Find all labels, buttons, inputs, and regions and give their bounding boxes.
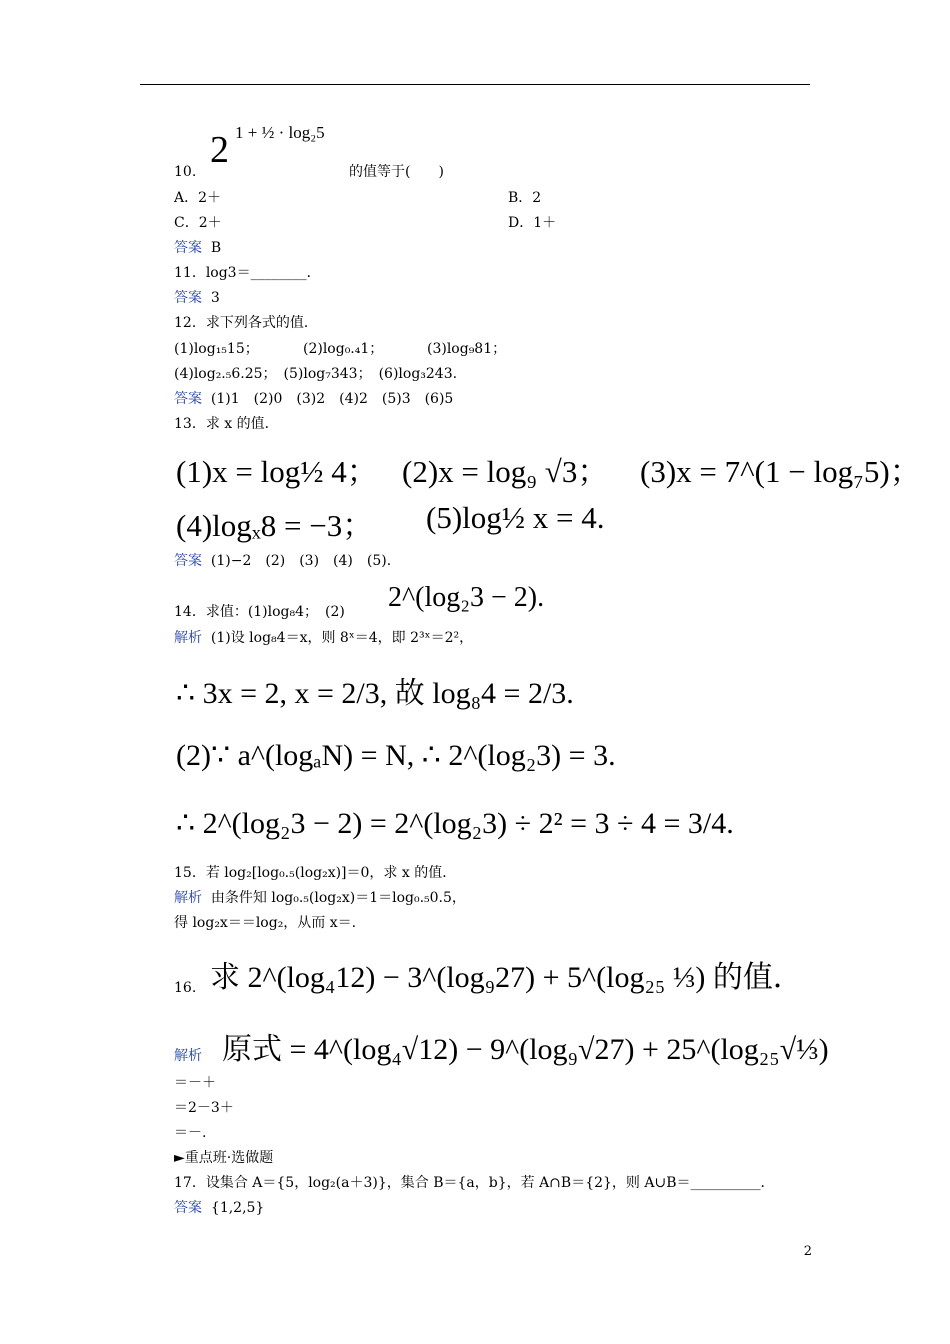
q10-number: 10. [174,164,197,180]
q11-answer: 答案 3 [174,290,220,306]
q16-number: 16. [174,980,197,996]
q14-step-1: ∴ 3x = 2, x = 2/3, 故 log₈4 = 2/3. [176,677,574,710]
q14-step-2: (2)∵ a^(logₐN) = N, ∴ 2^(log₂3) = 3. [176,739,616,772]
q12-answer: 答案 (1)1 (2)0 (3)2 (4)2 (5)3 (6)5 [174,391,454,407]
q10-option-b: B．2 [508,190,542,206]
q11-question: 11．log3＝________． [174,265,321,281]
q16-line-1: ＝－＋ [174,1075,216,1091]
q14-title: 14．求值：(1)log₈4； (2) [174,604,345,620]
q14-expression: 2^(log₂3 − 2). [388,582,545,613]
q10-option-d: D．1＋ [508,215,557,231]
q13-formula-4: (4)logₓ8 = −3； [176,508,374,543]
q16-analysis-expression: 原式 = 4^(log₄√12) − 9^(log₉√27) + 25^(log₂₅√⅓) [222,1033,829,1066]
q15-analysis-2: 得 log₂x＝＝log₂，从而 x＝. [174,915,357,931]
q10-text: 的值等于( ) [349,164,444,180]
q16-expression: 求 2^(log₄12) − 3^(log₉27) + 5^(log₂₅ ⅓) 的值． [210,961,803,994]
q12-row2: (4)log₂.₅6.25； (5)log₇343； (6)log₃243. [174,366,458,382]
q10-option-c: C．2＋ [174,215,222,231]
q13-formula-2: (2)x = log₉ √3； [402,454,609,489]
q12-title: 12．求下列各式的值． [174,315,318,331]
q12-row1-b: (2)log₀.₄1； [303,341,384,357]
q16-line-3: ＝－. [174,1125,207,1141]
q10-option-a: A．2＋ [174,190,222,206]
q14-analysis: 解析 (1)设 log₈4＝x，则 8ˣ＝4，即 2³ˣ＝2²， [174,630,474,646]
q10-answer: 答案 B [174,240,222,256]
section-heading: ►重点班·选做题 [174,1150,274,1166]
q13-formula-5: (5)log½ x = 4. [426,500,605,535]
q16-line-2: ＝2－3＋ [174,1100,234,1116]
q17-title: 17．设集合 A＝{5，log₂(a＋3)}，集合 B＝{a，b}，若 A∩B＝{2}，则 A∪B＝__________． [174,1175,775,1191]
q13-formula-3: (3)x = 7^(1 − log₇5)； [640,454,921,489]
q15-title: 15．若 log₂[log₀.₅(log₂x)]＝0，求 x 的值． [174,865,457,881]
q17-answer: 答案 {1,2,5} [174,1200,265,1216]
q13-title: 13．求 x 的值． [174,416,279,432]
q16-analysis-label: 解析 [174,1048,202,1064]
q13-answer: 答案 (1)−2 (2) (3) (4) (5). [174,553,392,569]
q12-row1-a: (1)log₁₅15； [174,341,259,357]
header-rule [140,84,810,85]
page-number: 2 [803,1244,812,1259]
q14-step-3: ∴ 2^(log₂3 − 2) = 2^(log₂3) ÷ 2² = 3 ÷ 4 = 3/4. [176,807,734,840]
q13-formula-1: (1)x = log½ 4； [176,454,378,489]
q10-expression: 2 1 + ½ · log₂5 [210,123,325,171]
q15-analysis-1: 解析 由条件知 log₀.₅(log₂x)＝1＝log₀.₅0.5， [174,890,466,906]
q12-row1-c: (3)log₉81； [427,341,507,357]
